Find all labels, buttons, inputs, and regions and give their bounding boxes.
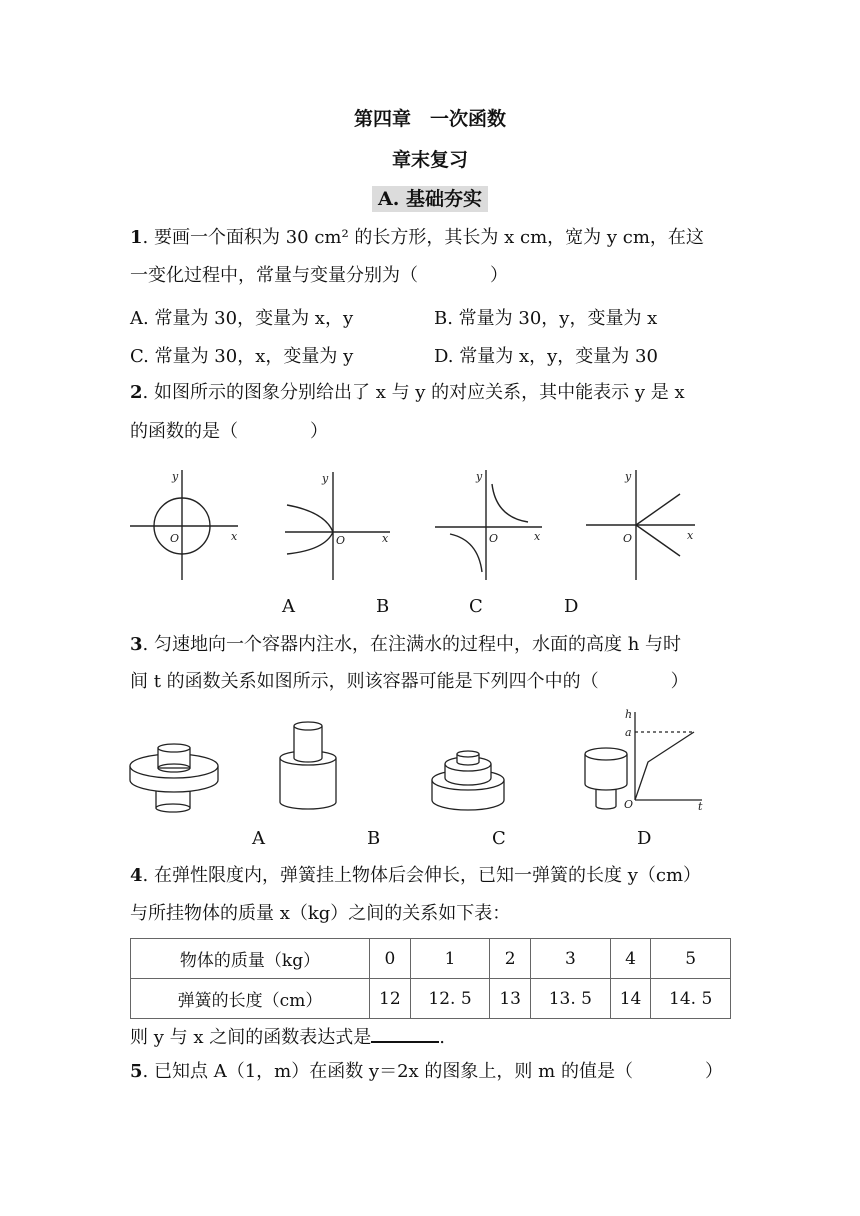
q4-text-1: . 在弹性限度内，弹簧挂上物体后会伸长，已知一弹簧的长度 y（cm） [142,865,702,886]
table-cell: 3 [531,939,611,979]
section-heading [0,184,860,211]
q1-option-c: C. 常量为 30，x，变量为 y [130,346,354,367]
table-cell: 14 [610,979,651,1019]
table-row-label: 物体的质量（kg） [131,939,370,979]
q4-answer-blank[interactable] [371,1023,439,1043]
q2-number: 2 [130,382,143,403]
q3-text-1: . 匀速地向一个容器内注水，在注满水的过程中，水面的高度 h 与时 [142,634,682,655]
q2-label-d: D [564,596,579,617]
graph-a-origin: O [170,532,180,545]
q5-line1 [130,1060,723,1084]
q5-number: 5 [130,1061,143,1082]
graph-c-origin: O [489,532,499,545]
q3-label-b: B [367,828,381,849]
graph-d-origin: O [623,532,633,545]
table-cell: 0 [370,939,411,979]
graph-b-x-label: x [382,532,389,545]
q2-line2: 的函数的是（ ） [130,421,328,442]
section-subtitle: 章末复习 [391,149,468,171]
graph-c-y-label: y [476,470,483,483]
table-row-label: 弹簧的长度（cm） [131,979,370,1019]
q1-line1 [130,226,704,250]
graph-c-hyperbola [435,470,542,580]
q1-line2: 一变化过程中，常量与变量分别为（ ） [130,265,508,286]
q1-text-1: . 要画一个面积为 30 cm² 的长方形，其长为 x cm，宽为 y cm，在这 [142,227,704,248]
q3-label-a: A [252,828,265,849]
q4-number: 4 [130,865,143,886]
graph-b-origin: O [336,534,346,547]
graph-c-x-label: x [534,530,541,543]
container-d [585,748,627,809]
table-cell: 4 [610,939,651,979]
table-cell: 12. 5 [410,979,490,1019]
q3-line1 [130,633,681,657]
graph-origin-label: O [624,798,634,811]
q2-label-c: C [469,596,483,617]
table-cell: 14. 5 [651,979,731,1019]
table-cell: 5 [651,939,731,979]
graph-a-circle [130,470,238,580]
q4-table [130,938,731,1019]
q1-option-b: B. 常量为 30，y，变量为 x [434,308,658,329]
graph-a-x-label: x [231,530,238,543]
q4-line2: 与所挂物体的质量 x（kg）之间的关系如下表： [130,903,511,924]
q3-number: 3 [130,634,143,655]
graph-d-y-label: y [625,470,632,483]
graph-b-parabola [285,472,390,580]
table-row [131,979,731,1019]
q3-label-d: D [637,828,652,849]
graph-d-x-label: x [687,529,694,542]
q4-line1 [130,864,701,888]
q1-option-d: D. 常量为 x，y，变量为 30 [434,346,658,367]
q2-graphs [120,462,720,587]
q3-line2: 间 t 的函数关系如图所示，则该容器可能是下列四个中的（ ） [130,671,689,692]
q2-label-a: A [282,596,295,617]
q5-text-1: . 已知点 A（1，m）在函数 y＝2x 的图象上，则 m 的值是（ ） [142,1061,723,1082]
table-cell: 13 [490,979,531,1019]
graph-h-label: h [625,708,633,721]
q2-label-b: B [376,596,390,617]
q3-label-c: C [492,828,506,849]
q4-answer-line [130,1023,445,1050]
section-heading-label: A. 基础夯实 [372,186,488,212]
table-row [131,939,731,979]
q3-figures [120,704,720,824]
table-cell: 1 [410,939,490,979]
q2-line1 [130,381,685,405]
graph-t-label: t [698,800,703,813]
graph-a-y-label: y [172,470,179,483]
table-cell: 13. 5 [531,979,611,1019]
graph-d-v-shape [586,470,695,580]
q3-h-t-graph [624,708,703,813]
container-c [432,751,504,810]
q1-option-a: A. 常量为 30，变量为 x，y [130,308,354,329]
q4-answer-prompt: 则 y 与 x 之间的函数表达式是 [130,1027,372,1048]
graph-b-y-label: y [322,472,329,485]
table-cell: 12 [370,979,411,1019]
table-cell: 2 [490,939,531,979]
container-b [280,722,336,809]
container-a [130,744,218,812]
chapter-title: 第四章 一次函数 [353,108,506,130]
graph-a-value-label: a [625,726,632,739]
q1-number: 1 [130,227,143,248]
q4-answer-end: . [439,1027,445,1048]
q2-text-1: . 如图所示的图象分别给出了 x 与 y 的对应关系，其中能表示 y 是 x [142,382,685,403]
